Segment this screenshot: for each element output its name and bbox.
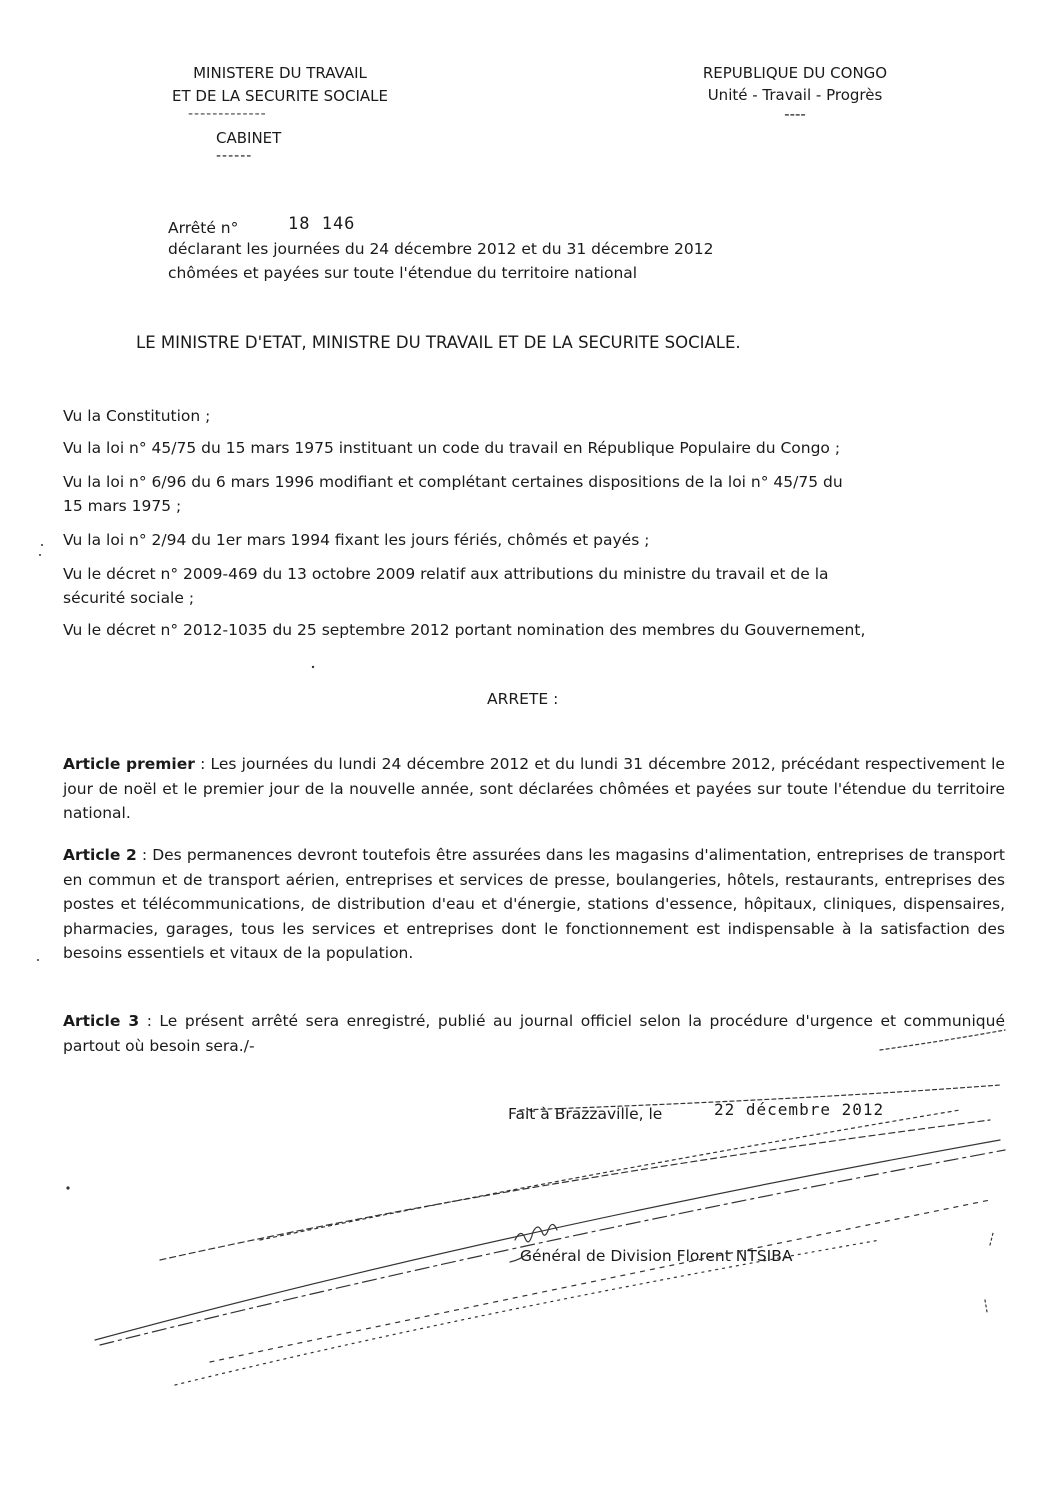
cabinet-label: CABINET [216, 129, 282, 147]
cabinet-divider: ------ [216, 148, 253, 164]
visa-decree-2009-469-continued: sécurité sociale ; [63, 589, 195, 607]
visa-law-6-96-continued: 15 mars 1975 ; [63, 497, 182, 515]
national-motto: Unité - Travail - Progrès [707, 86, 883, 104]
signature-date: 22 décembre 2012 [714, 1100, 885, 1119]
article-2-label: Article 2 [63, 846, 137, 864]
minister-heading: LE MINISTRE D'ETAT, MINISTRE DU TRAVAIL ET DE LA SECURITE SOCIALE. [136, 333, 741, 352]
visa-constitution: Vu la Constitution ; [63, 407, 211, 425]
ministry-name-line1: MINISTERE DU TRAVAIL [193, 64, 367, 82]
decree-number: 18 146 [288, 214, 356, 234]
ministry-divider: ------------- [188, 106, 267, 122]
motto-divider: ---- [784, 105, 806, 123]
article-3-text: : Le présent arrêté sera enregistré, publié au journal officiel selon la procédure d'urgence et communiqué partout où besoin sera./- [63, 1012, 1005, 1055]
ministry-name-line2: ET DE LA SECURITE SOCIALE [172, 87, 388, 105]
decree-title-line1: déclarant les journées du 24 décembre 2012 et du 31 décembre 2012 [168, 240, 714, 258]
article-2-text: : Des permanences devront toutefois être assurées dans les magasins d'alimentation, entreprises de transport en commun et de transport aérien, entreprises et services de presse, boulangeries, hôtels, restaurants, entreprises des postes et télécommunications, de distribution d'eau et d'énergie, stations d'essence, hôpitaux, cliniques, dispensaires, pharmacies, garages, tous les services et entreprises dont le fonctionnement est indispensable à la satisfaction des besoins essentiels et vitaux de la population. [63, 846, 1005, 962]
decree-label: Arrêté n° [168, 219, 239, 237]
signatory-name: Général de Division Florent NTSIBA [520, 1247, 793, 1265]
place-and-date-prefix: Fait à Brazzaville, le [508, 1105, 663, 1123]
decree-title-line2: chômées et payées sur toute l'étendue du territoire national [168, 264, 638, 282]
visa-law-45-75: Vu la loi n° 45/75 du 15 mars 1975 instituant un code du travail en République Populaire du Congo ; [63, 439, 841, 457]
visa-decree-2009-469: Vu le décret n° 2009-469 du 13 octobre 2009 relatif aux attributions du ministre du travail et de la [63, 565, 829, 583]
article-3-label: Article 3 [63, 1012, 140, 1030]
visa-law-6-96: Vu la loi n° 6/96 du 6 mars 1996 modifiant et complétant certaines dispositions de la loi n° 45/75 du [63, 473, 843, 491]
visa-law-2-94: Vu la loi n° 2/94 du 1er mars 1994 fixant les jours fériés, chômés et payés ; [63, 531, 650, 549]
republic-name: REPUBLIQUE DU CONGO [702, 64, 888, 82]
visa-decree-2012-1035: Vu le décret n° 2012-1035 du 25 septembre 2012 portant nomination des membres du Gouvernement, [63, 621, 866, 639]
article-premier-label: Article premier [63, 755, 195, 773]
arrete-heading: ARRETE : [487, 690, 559, 708]
article-premier-text: : Les journées du lundi 24 décembre 2012 et du lundi 31 décembre 2012, précédant respectivement le jour de noël et le premier jour de la nouvelle année, sont déclarées chômées et payées sur toute l'étendue du territoire national. [63, 755, 1005, 822]
